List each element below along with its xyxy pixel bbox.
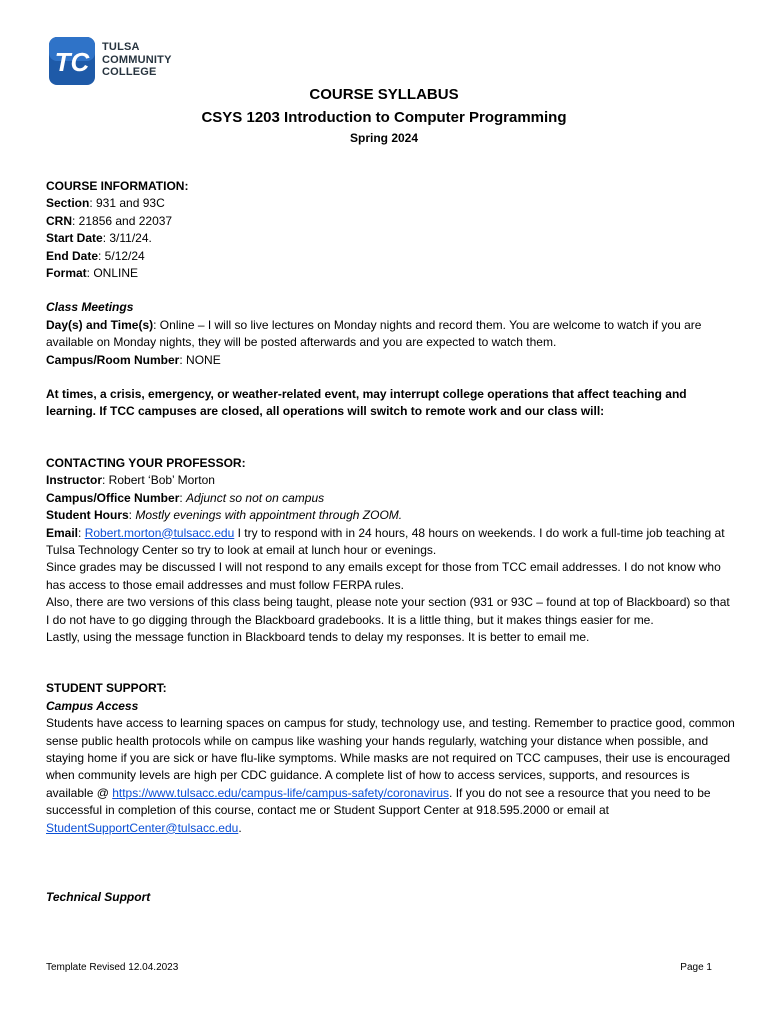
email-label: Email (46, 525, 79, 540)
office-label: Campus/Office Number (46, 490, 180, 505)
lastly-paragraph: Lastly, using the message function in Blackboard tends to delay my responses. It is better to email me. (46, 629, 590, 644)
crn-value: : 21856 and 22037 (72, 213, 173, 228)
course-info-heading: COURSE INFORMATION: (46, 179, 189, 193)
campus-access-text-3: . (238, 820, 242, 835)
tcc-logo (48, 36, 198, 88)
section-value: : 931 and 93C (89, 196, 165, 211)
student-support-email-link[interactable]: StudentSupportCenter@tulsacc.edu (46, 820, 239, 835)
logo-line-2: COMMUNITY (102, 53, 172, 66)
end-date-line (46, 248, 736, 265)
end-date-value: : 5/12/24 (98, 248, 145, 263)
campus-access-paragraph (46, 715, 736, 837)
instructor-value: : Robert ‘Bob’ Morton (102, 473, 215, 488)
versions-paragraph: Also, there are two versions of this class being taught, please note your section (931 or 93C – found at top of Blackboard) so that I do not have to go digging through the Blackboard gradebooks. It is a little thing, but it makes things easier for me. (46, 595, 730, 627)
svg-text:TC: TC (54, 47, 90, 77)
syllabus-body (46, 178, 736, 906)
end-date-label: End Date (46, 248, 99, 263)
email-text: I try to respond with in 24 hours, 48 hours on weekends. I do work a full-time job teaching at Tulsa Technology Center so try to look at email at lunch hour or evenings. (46, 525, 725, 557)
template-revision: Template Revised 12.04.2023 (46, 962, 179, 973)
campus-access-text-2: . If you do not see a resource that you need to be successful in completion of this course, contact me or Student Support Center at 918.595.2000 or email at (46, 785, 711, 818)
course-title: CSYS 1203 Introduction to Computer Programming (201, 109, 567, 126)
days-times-label: Day(s) and Time(s) (46, 317, 154, 332)
start-date-label: Start Date (46, 231, 103, 246)
campus-access-text: Students have access to learning spaces on campus for study, technology use, and testing. Remember to practice good, common sense public health protocols while on campus like washing your hands regularly, watching your distance when possible, and staying home if you are sick or have flu-like symptoms. While masks are not required on TCC campuses, their use is encouraged when community levels are high per CDC guidance. A complete list of how to access services, supports, and resources is available @ (46, 716, 735, 800)
class-meetings-heading: Class Meetings (46, 300, 134, 315)
title-block (0, 84, 768, 146)
room-value: : NONE (179, 352, 221, 367)
coronavirus-info-link[interactable]: https://www.tulsacc.edu/campus-life/campus-safety/coronavirus (112, 785, 450, 800)
format-label: Format (46, 266, 87, 281)
start-date-line (46, 230, 736, 247)
section-line (46, 195, 736, 212)
room-line (46, 352, 736, 369)
room-label: Campus/Room Number (46, 352, 180, 367)
crn-line (46, 213, 736, 230)
contacting-professor-heading: CONTACTING YOUR PROFESSOR: (46, 455, 246, 470)
email-paragraph: Email: Robert.morton@tulsacc.edu I try to respond with in 24 hours, 48 hours on weekends. I do work a full-time job teaching at Tulsa Technology Center so try to look at email at lunch hour or evenings. (46, 525, 725, 557)
tcc-logo-mark-icon (48, 36, 96, 86)
syllabus-title: COURSE SYLLABUS (309, 86, 459, 103)
days-times-line (46, 317, 736, 352)
student-hours-label: Student Hours (46, 508, 129, 523)
format-line (46, 265, 736, 282)
term-label: Spring 2024 (349, 131, 419, 145)
campus-access-heading: Campus Access (46, 698, 139, 713)
start-date-value: : 3/11/24. (102, 231, 152, 246)
technical-support-heading: Technical Support (46, 890, 151, 904)
page-number: Page 1 (680, 962, 712, 973)
student-support-heading: STUDENT SUPPORT: (46, 681, 167, 696)
office-value: Adjunct so not on campus (186, 490, 325, 505)
crisis-notice: At times, a crisis, emergency, or weather-related event, may interrupt college operations that affect teaching and learning. If TCC campuses are closed, all operations will switch to remote work and our class will: (46, 387, 687, 419)
instructor-line (46, 472, 736, 489)
logo-wordmark (102, 41, 172, 79)
student-hours-line: Student Hours: Mostly evenings with appointment through ZOOM. (46, 508, 403, 523)
format-value: : ONLINE (86, 266, 139, 281)
student-hours-value: Mostly evenings with appointment through ZOOM. (135, 508, 403, 523)
instructor-label: Instructor (46, 473, 103, 488)
days-times-value: : Online – I will so live lectures on Monday nights and record them. You are welcome to watch if you are available on Monday nights, they will be posted afterwards and you are expected to watch them. (46, 317, 702, 350)
section-label: Section (46, 196, 90, 211)
grades-paragraph: Since grades may be discussed I will not respond to any emails except for those from TCC email addresses. I do not know who has access to those email addresses and must follow FERPA rules. (46, 560, 721, 592)
logo-line-3: COLLEGE (102, 66, 157, 78)
office-line: Campus/Office Number: Adjunct so not on campus (46, 490, 325, 505)
crn-label: CRN (46, 213, 72, 228)
professor-email-link[interactable]: Robert.morton@tulsacc.edu (84, 525, 235, 540)
logo-line-1: TULSA (102, 41, 140, 53)
